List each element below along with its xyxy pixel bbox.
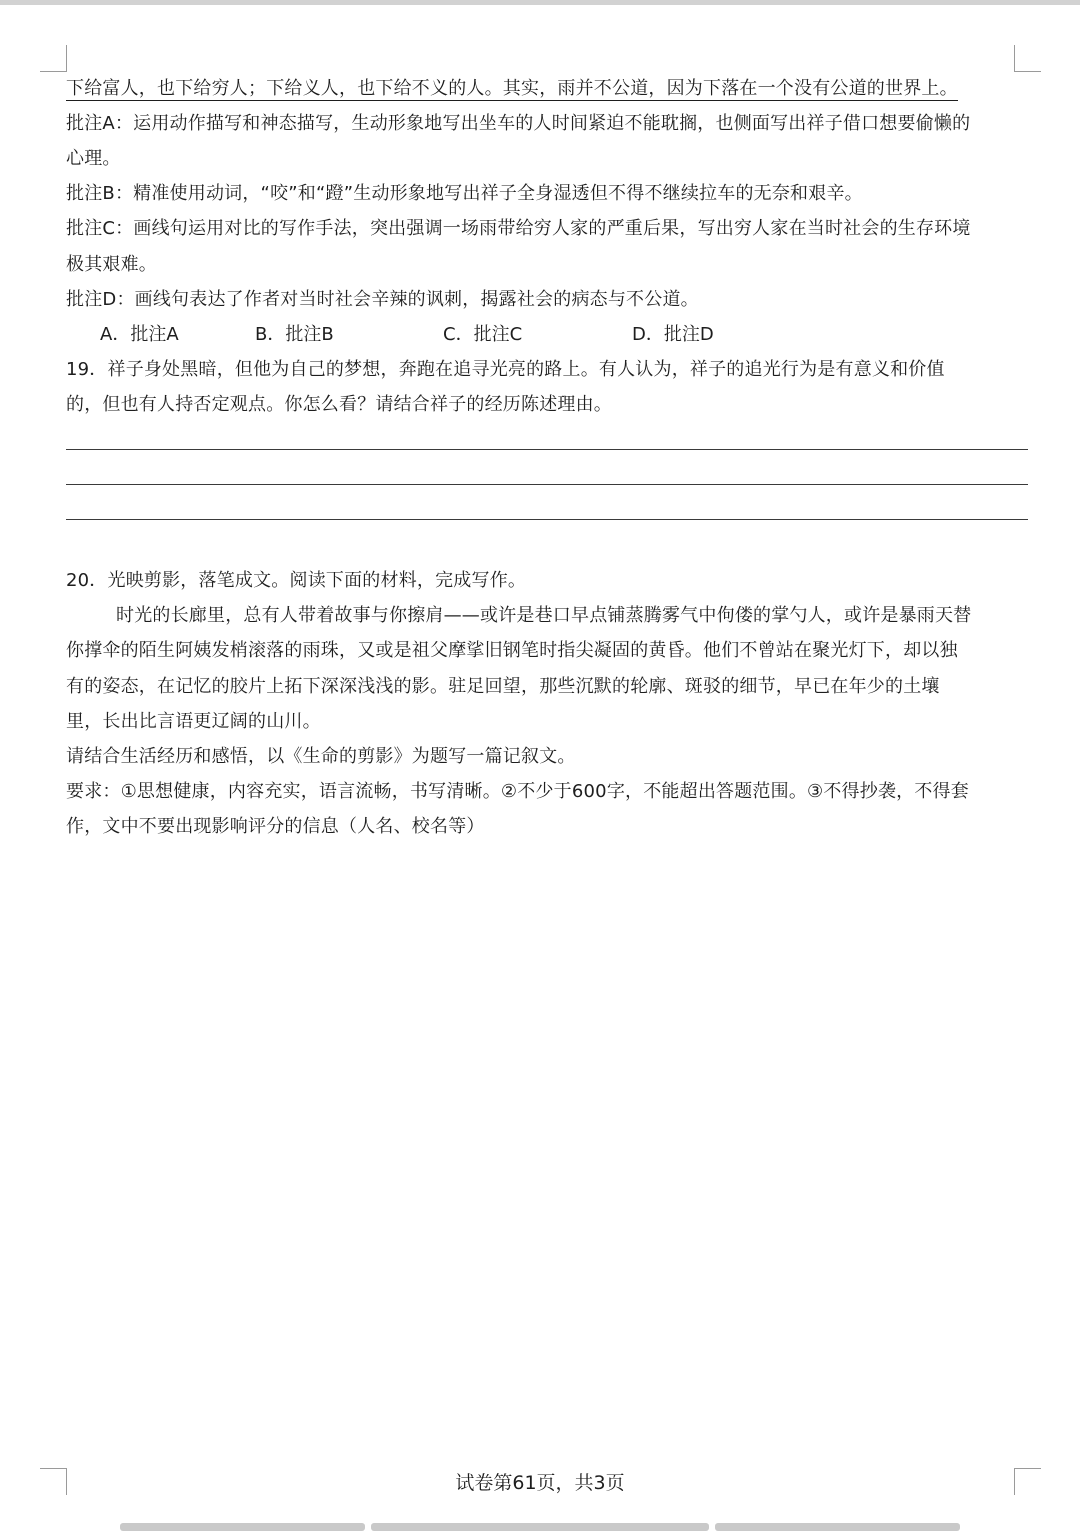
question-20-title: 20．光映剪影，落笔成文。阅读下面的材料，完成写作。	[66, 570, 527, 591]
writing-instruction: 请结合生活经历和感悟，以《生命的剪影》为题写一篇记叙文。	[66, 746, 576, 767]
page-number-footer: 试卷第61页，共3页	[455, 1472, 625, 1494]
material-line-3: 有的姿态，在记忆的胶片上拓下深深浅浅的影。驻足回望，那些沉默的轮廓、斑驳的细节，早已在年少的土壤	[66, 676, 940, 697]
requirements-line-2: 作，文中不要出现影响评分的信息（人名、校名等）	[66, 816, 485, 837]
scrollbar-segment-right[interactable]	[715, 1523, 960, 1531]
annotation-a-line-1: 批注A：运用动作描写和神态描写，生动形象地写出坐车的人时间紧迫不能耽搁，也侧面写出祥子借口想要偷懒的	[66, 113, 971, 134]
annotation-d-line-1: 批注D：画线句表达了作者对当时社会辛辣的讽刺，揭露社会的病态与不公道。	[66, 289, 699, 310]
top-edge-strip	[0, 0, 1080, 5]
scrollbar-segment-middle[interactable]	[371, 1523, 709, 1531]
material-line-4: 里，长出比言语更辽阔的山川。	[66, 711, 321, 732]
margin-corner-top-left	[40, 45, 67, 72]
answer-line-1[interactable]	[66, 449, 1028, 450]
answer-options	[0, 323, 1080, 347]
annotation-c-line-2: 极其艰难。	[66, 254, 157, 275]
annotation-b-line-1: 批注B：精准使用动词，“咬”和“蹬”生动形象地写出祥子全身湿透但不得不继续拉车的无奈和艰辛。	[66, 183, 863, 204]
question-19-line-1: 19．祥子身处黑暗，但他为自己的梦想，奔跑在追寻光亮的路上。有人认为，祥子的追光行为是有意义和价值	[66, 359, 945, 380]
answer-line-3[interactable]	[66, 519, 1028, 520]
annotation-a-line-2: 心理。	[66, 148, 121, 169]
requirements-line-1: 要求：①思想健康，内容充实，语言流畅，书写清晰。②不少于600字，不能超出答题范围。③不得抄袭，不得套	[66, 781, 969, 802]
option-a[interactable]: A．批注A	[100, 324, 179, 345]
answer-line-2[interactable]	[66, 484, 1028, 485]
underlined-sentence: 下给富人，也下给穷人；下给义人，也下给不义的人。其实，雨并不公道，因为下落在一个没有公道的世界上。	[66, 78, 958, 99]
annotation-c-line-1: 批注C：画线句运用对比的写作手法，突出强调一场雨带给穷人家的严重后果，写出穷人家在当时社会的生存环境	[66, 218, 971, 239]
material-line-1: 时光的长廊里，总有人带着故事与你擦肩——或许是巷口早点铺蒸腾雾气中佝偻的掌勺人，或许是暴雨天替	[116, 605, 972, 626]
option-c[interactable]: C．批注C	[443, 324, 523, 345]
passage-tail-line	[66, 77, 958, 101]
question-19-line-2: 的，但也有人持否定观点。你怎么看？请结合祥子的经历陈述理由。	[66, 394, 612, 415]
option-b[interactable]: B．批注B	[255, 324, 334, 345]
scrollbar-segment-left[interactable]	[120, 1523, 365, 1531]
option-d[interactable]: D．批注D	[632, 324, 714, 345]
margin-corner-top-right	[1014, 45, 1041, 72]
material-line-2: 你撑伞的陌生阿姨发梢滚落的雨珠，又或是祖父摩挲旧钢笔时指尖凝固的黄昏。他们不曾站在聚光灯下，却以独	[66, 640, 958, 661]
